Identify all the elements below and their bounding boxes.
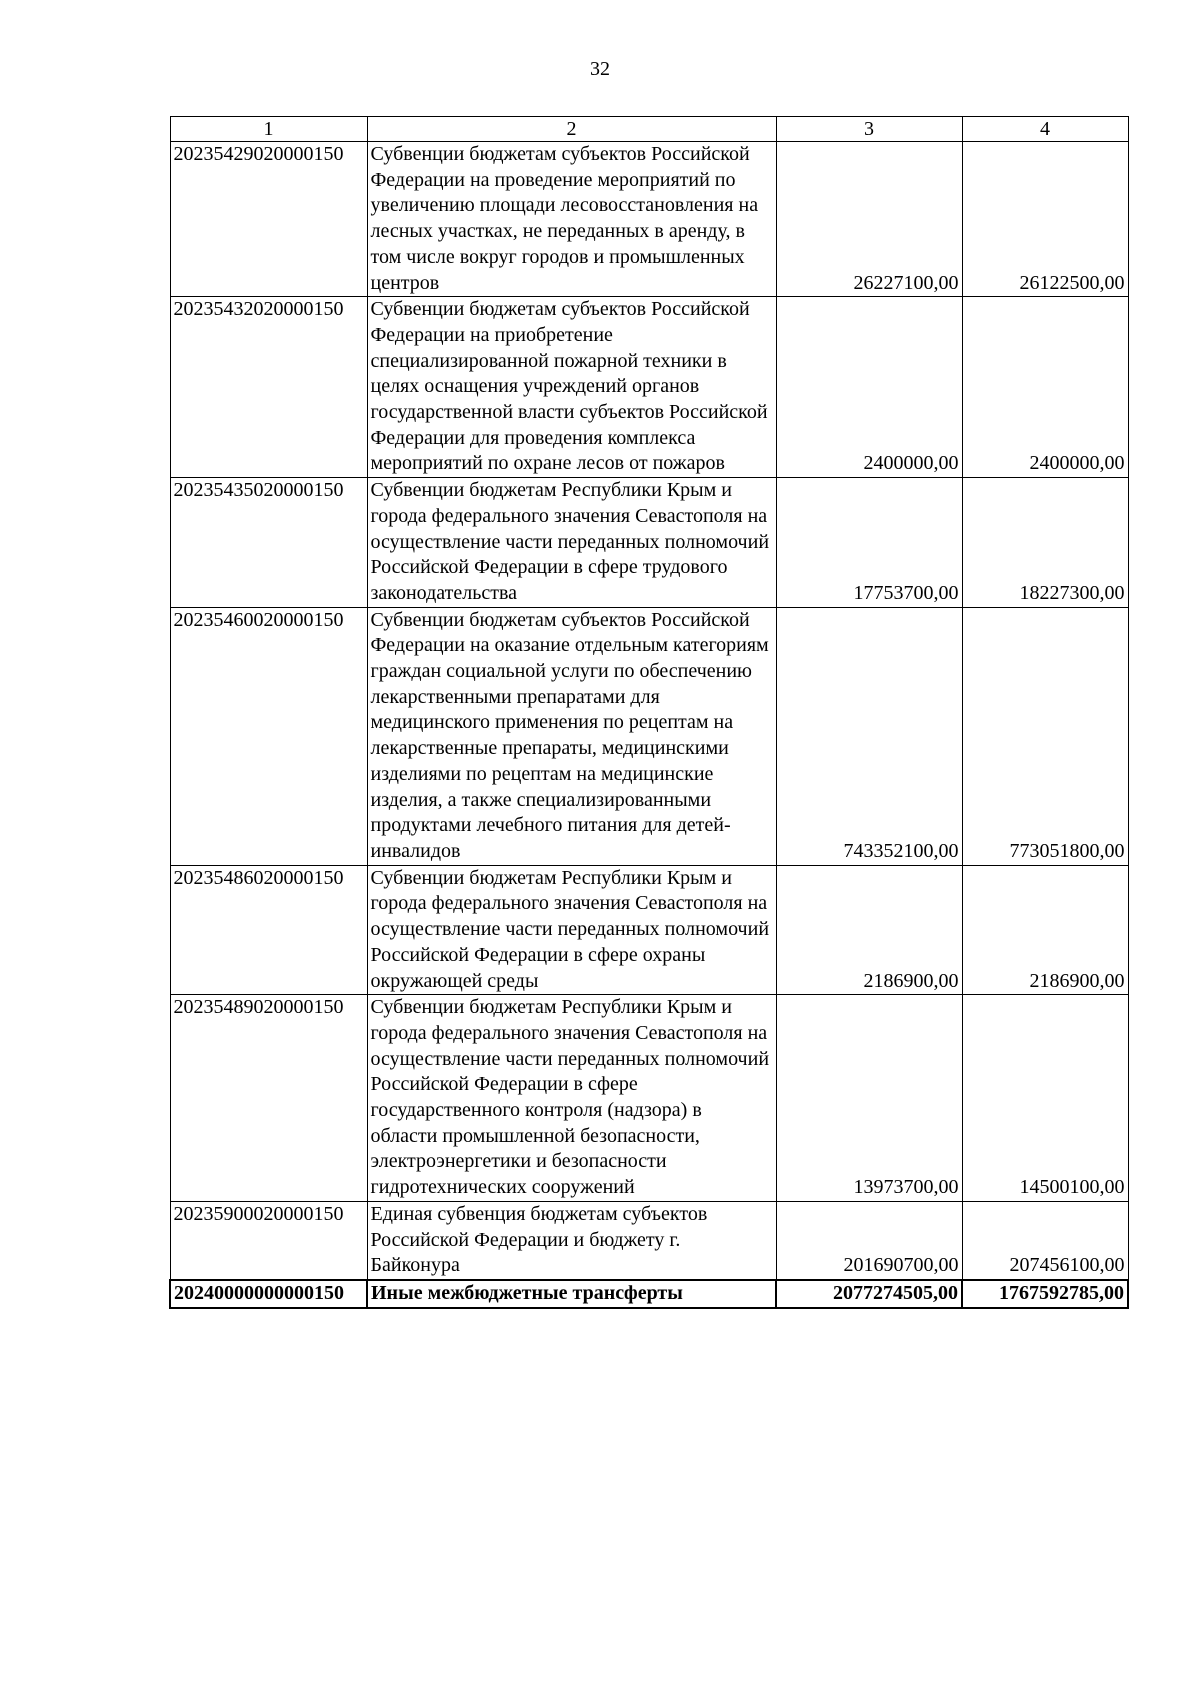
- column-number-1: 1: [170, 117, 367, 142]
- amount-col4-cell: 26122500,00: [962, 142, 1128, 297]
- amount-col3-cell: 2186900,00: [776, 865, 962, 995]
- amount-col3-cell: 201690700,00: [776, 1201, 962, 1280]
- total-row: [170, 1280, 1128, 1308]
- amount-col4-cell: 207456100,00: [962, 1201, 1128, 1280]
- budget-code-cell: 20235489020000150: [170, 995, 367, 1202]
- description-cell: Субвенции бюджетам субъектов Российской Федерации на оказание отдельным категориям граждан социальной услуги по обеспечению лекарственными препаратами для медицинского применения по рецептам на лекарственные препараты, медицинскими изделиями по рецептам на медицинские изделия, а также специализированными продуктами лечебного питания для детей-инвалидов: [367, 607, 776, 865]
- amount-col3-cell: 17753700,00: [776, 478, 962, 608]
- budget-code-cell: 20235429020000150: [170, 142, 367, 297]
- amount-col3-cell: 26227100,00: [776, 142, 962, 297]
- column-number-2: 2: [367, 117, 776, 142]
- amount-col4-cell: 1767592785,00: [962, 1280, 1128, 1308]
- column-number-3: 3: [776, 117, 962, 142]
- table-header-row: [170, 117, 1128, 142]
- description-cell: Субвенции бюджетам Республики Крым и города федерального значения Севастополя на осуществление части переданных полномочий Российской Федерации в сфере охраны окружающей среды: [367, 865, 776, 995]
- budget-code-cell: 20235432020000150: [170, 297, 367, 478]
- description-cell: Субвенции бюджетам субъектов Российской Федерации на приобретение специализированной пожарной техники в целях оснащения учреждений органов государственной власти субъектов Российской Федерации для проведения комплекса мероприятий по охране лесов от пожаров: [367, 297, 776, 478]
- budget-table: [169, 116, 1129, 1309]
- table-row: [170, 297, 1128, 478]
- amount-col4-cell: 2186900,00: [962, 865, 1128, 995]
- description-cell: Субвенции бюджетам Республики Крым и города федерального значения Севастополя на осуществление части переданных полномочий Российской Федерации в сфере трудового законодательства: [367, 478, 776, 608]
- amount-col4-cell: 773051800,00: [962, 607, 1128, 865]
- budget-code-cell: 20235900020000150: [170, 1201, 367, 1280]
- column-number-4: 4: [962, 117, 1128, 142]
- table-row: [170, 1201, 1128, 1280]
- amount-col3-cell: 13973700,00: [776, 995, 962, 1202]
- table-row: [170, 478, 1128, 608]
- budget-code-cell: 20235460020000150: [170, 607, 367, 865]
- page-number: 32: [590, 58, 610, 80]
- budget-table-body: [170, 117, 1128, 1308]
- table-row: [170, 607, 1128, 865]
- amount-col3-cell: 743352100,00: [776, 607, 962, 865]
- description-cell: Иные межбюджетные трансферты: [367, 1280, 776, 1308]
- amount-col3-cell: 2077274505,00: [776, 1280, 962, 1308]
- amount-col4-cell: 14500100,00: [962, 995, 1128, 1202]
- description-cell: Субвенции бюджетам субъектов Российской Федерации на проведение мероприятий по увеличению площади лесовосстановления на лесных участках, не переданных в аренду, в том числе вокруг городов и промышленных центров: [367, 142, 776, 297]
- budget-code-cell: 20235435020000150: [170, 478, 367, 608]
- description-cell: Единая субвенция бюджетам субъектов Российской Федерации и бюджету г. Байконура: [367, 1201, 776, 1280]
- budget-code-cell: 20240000000000150: [170, 1280, 367, 1308]
- amount-col4-cell: 18227300,00: [962, 478, 1128, 608]
- amount-col4-cell: 2400000,00: [962, 297, 1128, 478]
- budget-code-cell: 20235486020000150: [170, 865, 367, 995]
- table-row: [170, 142, 1128, 297]
- table-row: [170, 865, 1128, 995]
- amount-col3-cell: 2400000,00: [776, 297, 962, 478]
- description-cell: Субвенции бюджетам Республики Крым и города федерального значения Севастополя на осуществление части переданных полномочий Российской Федерации в сфере государственного контроля (надзора) в области промышленной безопасности, электроэнергетики и безопасности гидротехнических сооружений: [367, 995, 776, 1202]
- table-row: [170, 995, 1128, 1202]
